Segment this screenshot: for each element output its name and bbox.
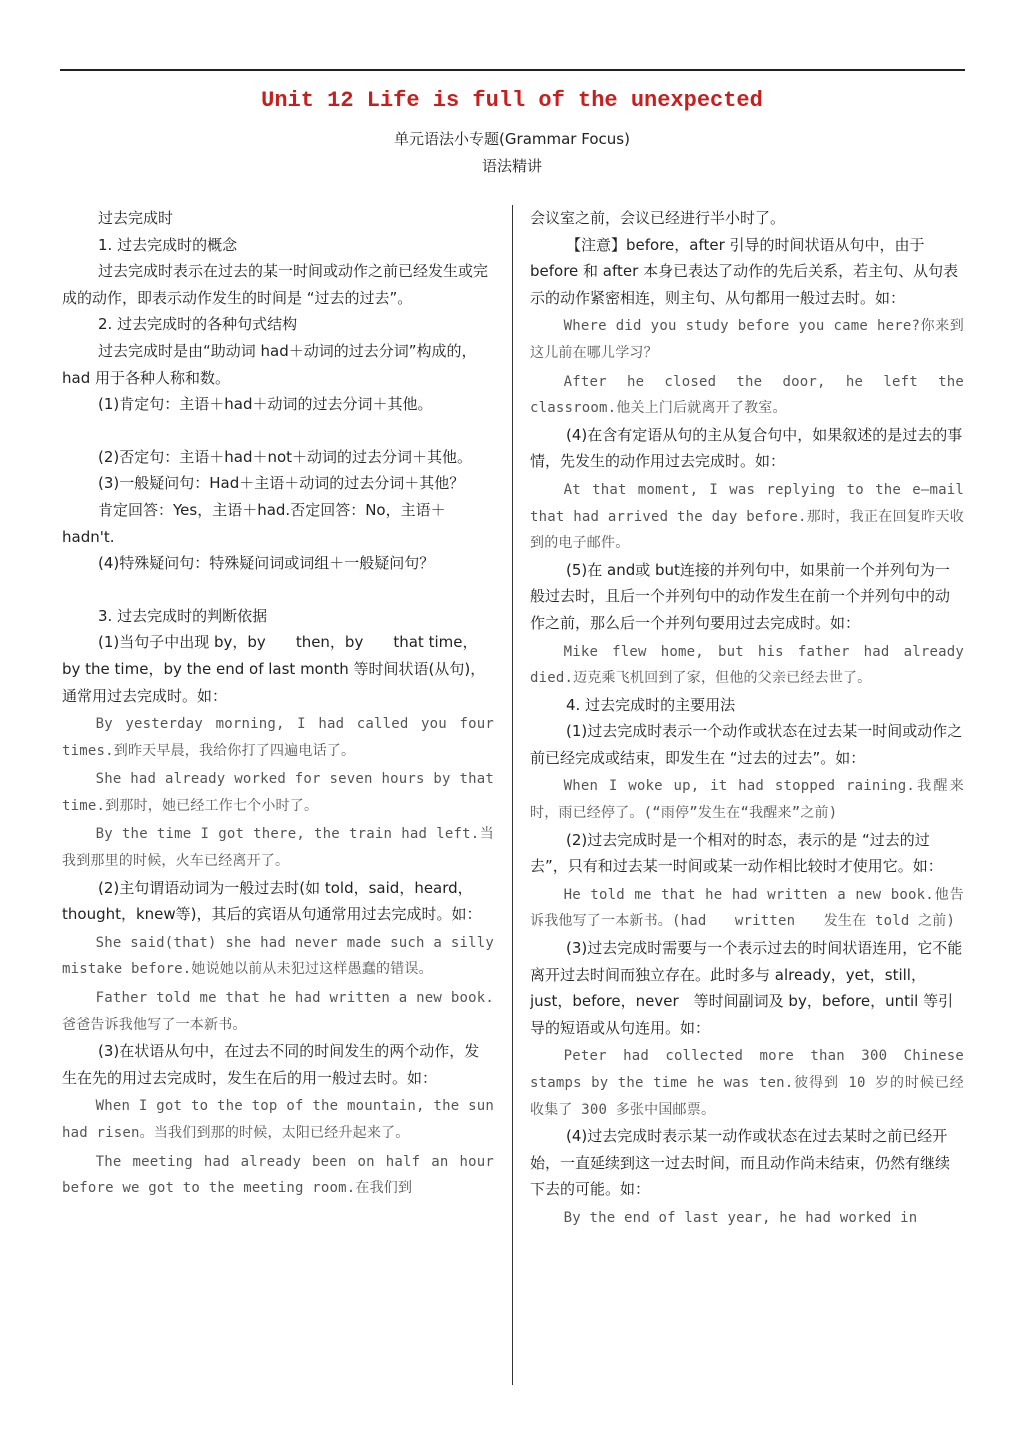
header-rule	[60, 69, 965, 71]
paragraph: (4)在含有定语从句的主从复合句中，如果叙述的是过去的事情，先发生的动作用过去完成时。如：	[530, 425, 963, 471]
example-sentence: By the end of last year, he had worked in	[563, 1209, 918, 1226]
example-sentence: After he closed the door, he left the classroom.他关上门后就离开了教室。	[530, 373, 964, 417]
rule-question: (3)一般疑问句：Had＋主语＋动词的过去分词＋其他？	[98, 474, 465, 493]
example-sentence: By yesterday morning, I had called you four times.到昨天早晨，我给你打了四遍电话了。	[62, 716, 494, 759]
example-sentence: The meeting had already been on half an hour before we got to the meeting room.在我们到	[62, 1153, 494, 1197]
example-sentence: At that moment, I was replying to the e—mail that had arrived the day before.那时，我正在回复昨天收到的电子邮件。	[530, 481, 964, 552]
paragraph-continued: 会议室之前，会议已经进行半小时了。	[530, 209, 786, 227]
paragraph: (4)过去完成时表示某一动作或状态在过去某时之前已经开始，一直延续到这一过去时间，而且动作尚未结束，仍然有继续下去的可能。如：	[530, 1127, 951, 1199]
paragraph: (2)主句谓语动词为一般过去时(如 told，said，heard，thought，knew等)，其后的宾语从句通常用过去完成时。如：	[62, 878, 482, 924]
page-title: Unit 12 Life is full of the unexpected	[261, 88, 763, 113]
left-column	[62, 205, 494, 1202]
section-heading-1: 1. 过去完成时的概念	[98, 235, 238, 254]
rule-answers: 肯定回答：Yes，主语＋had.否定回答：No，主语＋hadn't.	[62, 500, 446, 546]
page-subtitle: 单元语法小专题(Grammar Focus)	[394, 130, 630, 148]
paragraph: (3)在状语从句中，在过去不同的时间发生的两个动作，发生在先的用过去完成时，发生在后的用一般过去时。如：	[62, 1042, 480, 1087]
example-sentence: When I woke up, it had stopped raining.我醒来时，雨已经停了。(“雨停”发生在“我醒来”之前)	[530, 778, 964, 822]
topic-heading: 过去完成时	[98, 209, 174, 227]
paragraph: (3)过去完成时需要与一个表示过去的时间状语连用，它不能离开过去时间而独立存在。此时多与 already，yet，still，just，before，never 等时间副词及 by，before，until 等引导的短语或从句连用。如：	[530, 939, 963, 1037]
example-sentence: Father told me that he had written a new book.爸爸告诉我他写了一本新书。	[62, 990, 494, 1033]
example-sentence: Where did you study before you came here?你来到这儿前在哪儿学习？	[530, 318, 964, 361]
example-sentence: She said(that) she had never made such a silly mistake before.她说她以前从未犯过这样愚蠢的错误。	[62, 934, 494, 978]
paragraph: (5)在 and或 but连接的并列句中，如果前一个并列句为一般过去时，且后一个并列句中的动作发生在前一个并列句中的动作之前，那么后一个并列句要用过去完成时。如：	[530, 560, 951, 632]
paragraph: 过去完成时表示在过去的某一时间或动作之前已经发生或完成的动作，即表示动作发生的时间是 “过去的过去”。	[62, 262, 489, 307]
section-heading-2: 2. 过去完成时的各种句式结构	[98, 315, 298, 334]
example-sentence: She had already worked for seven hours by that time.到那时，她已经工作七个小时了。	[62, 771, 494, 814]
column-divider	[512, 205, 513, 1385]
example-sentence: Mike flew home, but his father had already died.迈克乘飞机回到了家，但他的父亲已经去世了。	[530, 643, 964, 687]
example-sentence: By the time I got there, the train had left.当我到那里的时候，火车已经离开了。	[62, 826, 494, 870]
paragraph: 过去完成时是由“助动词 had＋动词的过去分词”构成的，had 用于各种人称和数。	[62, 341, 477, 387]
rule-negative: (2)否定句：主语＋had＋not＋动词的过去分词＋其他。	[98, 447, 473, 466]
paragraph: (1)当句子中出现 by，by then，by that time，by the time，by the end of last month 等时间状语(从句)，通常用过去完成时。如：	[62, 633, 486, 705]
section-heading: 语法精讲	[481, 157, 542, 175]
paragraph: (1)过去完成时表示一个动作或状态在过去某一时间或动作之前已经完成或结束，即发生在 “过去的过去”。如：	[530, 722, 963, 767]
section-heading-3: 3. 过去完成时的判断依据	[98, 606, 268, 625]
example-sentence: He told me that he had written a new book.他告诉我他写了一本新书。(had written 发生在 told 之前)	[530, 886, 964, 930]
section-heading-4: 4. 过去完成时的主要用法	[566, 695, 736, 714]
rule-wh-question: (4)特殊疑问句：特殊疑问词或词组＋一般疑问句？	[98, 554, 435, 573]
right-column	[530, 205, 964, 1232]
example-sentence: Peter had collected more than 300 Chinese stamps by the time he was ten.彼得到 10 岁的时候已经收集了 300 多张中国邮票。	[530, 1048, 964, 1118]
example-sentence: When I got to the top of the mountain, the sun had risen。当我们到那的时候，太阳已经升起来了。	[62, 1098, 494, 1141]
paragraph: (2)过去完成时是一个相对的时态，表示的是 “过去的过去”，只有和过去某一时间或某一动作相比较时才使用它。如：	[530, 830, 943, 876]
rule-affirmative: (1)肯定句：主语＋had＋动词的过去分词＋其他。	[98, 395, 433, 414]
note-paragraph: 【注意】before，after 引导的时间状语从句中，由于 before 和 after 本身已表达了动作的先后关系，若主句、从句表示的动作紧密相连，则主句、从句都用一般过去时。如：	[530, 235, 959, 307]
